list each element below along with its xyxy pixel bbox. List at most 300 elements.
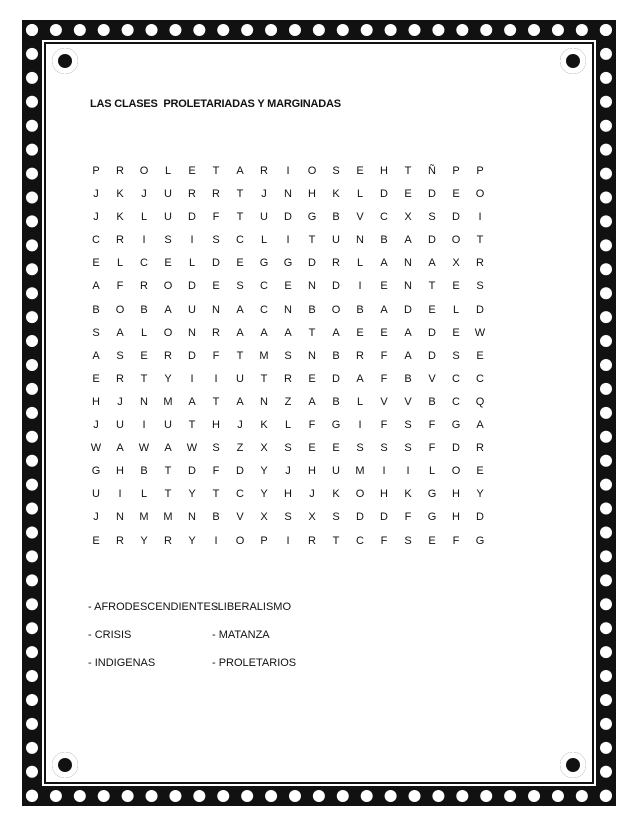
grid-letter: Q xyxy=(475,395,485,408)
grid-letter: W xyxy=(138,442,150,455)
grid-letter: I xyxy=(190,234,194,247)
grid-letter: D xyxy=(476,511,484,524)
grid-letter: L xyxy=(356,257,364,270)
grid-spacer xyxy=(492,368,516,391)
grid-letter: O xyxy=(235,534,245,547)
grid-letter: B xyxy=(404,372,412,385)
grid-letter: A xyxy=(404,349,412,362)
grid-letter: Y xyxy=(164,372,172,385)
grid-spacer xyxy=(492,483,516,506)
grid-letter: E xyxy=(452,280,460,293)
grid-letter: A xyxy=(92,349,100,362)
grid-letter: A xyxy=(236,326,244,339)
grid-letter: T xyxy=(308,234,316,247)
grid-letter: T xyxy=(164,488,172,501)
grid-letter: S xyxy=(164,234,172,247)
grid-spacer xyxy=(492,322,516,345)
grid-letter: P xyxy=(452,165,460,177)
grid-letter: Ñ xyxy=(428,165,436,177)
grid-letter: W xyxy=(90,442,102,455)
grid-letter: L xyxy=(356,395,364,408)
grid-letter: J xyxy=(141,188,147,201)
grid-letter: S xyxy=(404,534,412,547)
grid-spacer xyxy=(492,460,516,483)
grid-letter: A xyxy=(332,326,340,339)
grid-letter: L xyxy=(452,303,460,316)
grid-letter: P xyxy=(260,534,268,547)
grid-letter: I xyxy=(142,234,146,247)
grid-letter: R xyxy=(356,349,364,362)
grid-letter: E xyxy=(92,372,100,385)
grid-letter: F xyxy=(428,419,436,432)
grid-letter: N xyxy=(308,349,316,362)
grid-letter: T xyxy=(188,419,196,432)
grid-letter: R xyxy=(260,165,268,177)
grid-letter: L xyxy=(116,257,124,270)
grid-spacer xyxy=(492,275,516,298)
grid-letter: N xyxy=(404,257,412,270)
grid-letter: F xyxy=(452,534,460,547)
grid-letter: Y xyxy=(188,488,196,501)
grid-letter: D xyxy=(188,465,196,478)
grid-letter: B xyxy=(140,303,148,316)
grid-letter: R xyxy=(308,534,316,547)
grid-letter: E xyxy=(476,349,484,362)
grid-letter: P xyxy=(92,165,100,177)
grid-letter: N xyxy=(212,303,220,316)
grid-letter: G xyxy=(451,419,461,432)
grid-letter: U xyxy=(332,465,340,478)
grid-letter: A xyxy=(92,280,100,293)
grid-letter: L xyxy=(260,234,268,247)
grid-letter: N xyxy=(404,280,412,293)
grid-letter: T xyxy=(428,280,436,293)
grid-letter: C xyxy=(140,257,148,270)
grid-letter: X xyxy=(260,511,268,524)
grid-letter: E xyxy=(380,326,388,339)
grid-letter: O xyxy=(139,165,149,177)
grid-letter: D xyxy=(476,303,484,316)
grid-letter: R xyxy=(164,534,172,547)
grid-letter: G xyxy=(307,211,317,224)
grid-letter: T xyxy=(164,465,172,478)
grid-letter: Z xyxy=(236,442,244,455)
grid-letter: K xyxy=(332,488,340,501)
grid-letter: B xyxy=(140,465,148,478)
grid-letter: I xyxy=(286,534,290,547)
grid-letter: H xyxy=(308,465,316,478)
grid-spacer xyxy=(492,530,516,553)
grid-letter: I xyxy=(286,165,290,177)
grid-letter: G xyxy=(259,257,269,270)
grid-letter: O xyxy=(115,303,125,316)
grid-letter: H xyxy=(452,488,460,501)
grid-letter: S xyxy=(404,442,412,455)
grid-letter: T xyxy=(212,488,220,501)
grid-letter: N xyxy=(308,280,316,293)
grid-letter: F xyxy=(116,280,124,293)
grid-letter: D xyxy=(452,211,460,224)
grid-spacer xyxy=(492,299,516,322)
grid-letter: K xyxy=(116,188,124,201)
grid-letter: E xyxy=(308,372,316,385)
grid-letter: D xyxy=(380,188,388,201)
grid-letter: E xyxy=(476,465,484,478)
grid-spacer xyxy=(492,183,516,206)
grid-letter: E xyxy=(380,280,388,293)
grid-letter: M xyxy=(355,465,365,478)
grid-letter: R xyxy=(476,257,484,270)
grid-letter: B xyxy=(308,303,316,316)
grid-letter: J xyxy=(309,488,315,501)
grid-letter: N xyxy=(116,511,124,524)
grid-letter: D xyxy=(404,303,412,316)
grid-letter: I xyxy=(286,234,290,247)
grid-letter: G xyxy=(475,534,485,547)
grid-letter: B xyxy=(428,395,436,408)
grid-letter: L xyxy=(140,326,148,339)
grid-letter: S xyxy=(452,349,460,362)
grid-letter: I xyxy=(142,419,146,432)
grid-letter: B xyxy=(332,349,340,362)
grid-letter: N xyxy=(188,326,196,339)
grid-letter: J xyxy=(285,465,291,478)
grid-letter: D xyxy=(428,349,436,362)
grid-letter: B xyxy=(380,234,388,247)
grid-letter: L xyxy=(428,465,436,478)
grid-letter: N xyxy=(140,395,148,408)
grid-letter: D xyxy=(332,280,340,293)
grid-letter: S xyxy=(92,326,100,339)
grid-letter: X xyxy=(404,211,412,224)
grid-letter: G xyxy=(427,488,437,501)
grid-letter: C xyxy=(476,372,484,385)
grid-letter: S xyxy=(332,165,340,177)
grid-letter: V xyxy=(404,395,412,408)
grid-letter: D xyxy=(284,211,292,224)
word-list xyxy=(0,600,638,680)
grid-letter: V xyxy=(428,372,436,385)
grid-letter: J xyxy=(237,419,243,432)
grid-letter: W xyxy=(186,442,198,455)
grid-letter: Y xyxy=(476,488,484,501)
grid-letter: B xyxy=(332,211,340,224)
page-title: LAS CLASES PROLETARIADAS Y MARGINADAS xyxy=(90,98,341,110)
grid-letter: L xyxy=(284,419,292,432)
grid-letter: L xyxy=(188,257,196,270)
word-search-grid xyxy=(84,160,516,553)
flower-ornament-icon xyxy=(52,48,78,74)
grid-letter: S xyxy=(212,234,220,247)
grid-letter: A xyxy=(428,257,436,270)
grid-letter: A xyxy=(404,234,412,247)
grid-letter: C xyxy=(260,303,268,316)
grid-letter: V xyxy=(236,511,244,524)
grid-letter: Y xyxy=(140,534,148,547)
grid-letter: D xyxy=(188,211,196,224)
grid-letter: D xyxy=(236,465,244,478)
grid-letter: F xyxy=(428,442,436,455)
grid-letter: C xyxy=(452,395,460,408)
grid-letter: U xyxy=(260,211,268,224)
grid-letter: V xyxy=(380,395,388,408)
grid-letter: J xyxy=(93,419,99,432)
grid-letter: F xyxy=(380,372,388,385)
grid-letter: A xyxy=(116,442,124,455)
grid-letter: V xyxy=(356,211,364,224)
grid-letter: Y xyxy=(188,534,196,547)
grid-letter: S xyxy=(332,511,340,524)
grid-spacer xyxy=(492,414,516,437)
grid-letter: R xyxy=(140,280,148,293)
grid-letter: A xyxy=(476,419,484,432)
grid-letter: O xyxy=(451,465,461,478)
grid-letter: H xyxy=(284,488,292,501)
grid-letter: H xyxy=(452,511,460,524)
grid-letter: R xyxy=(116,165,124,177)
grid-letter: N xyxy=(284,188,292,201)
grid-letter: Y xyxy=(260,465,268,478)
grid-letter: E xyxy=(212,280,220,293)
grid-letter: F xyxy=(212,349,220,362)
grid-spacer xyxy=(492,437,516,460)
grid-letter: I xyxy=(358,280,362,293)
grid-letter: O xyxy=(475,188,485,201)
grid-letter: L xyxy=(356,188,364,201)
grid-letter: D xyxy=(308,257,316,270)
grid-letter: G xyxy=(283,257,293,270)
grid-letter: U xyxy=(164,188,172,201)
grid-letter: H xyxy=(380,488,388,501)
grid-letter: E xyxy=(188,165,196,177)
word-item: -LIBERALISMO xyxy=(214,601,292,613)
grid-letter: F xyxy=(380,419,388,432)
grid-letter: A xyxy=(236,395,244,408)
grid-letter: I xyxy=(214,372,218,385)
grid-letter: F xyxy=(212,465,220,478)
grid-letter: C xyxy=(236,488,244,501)
grid-letter: E xyxy=(284,280,292,293)
grid-letter: P xyxy=(476,165,484,177)
grid-letter: M xyxy=(259,349,269,362)
grid-letter: D xyxy=(332,372,340,385)
grid-letter: C xyxy=(452,372,460,385)
grid-letter: A xyxy=(164,303,172,316)
grid-letter: U xyxy=(164,211,172,224)
grid-letter: A xyxy=(164,442,172,455)
grid-spacer xyxy=(492,345,516,368)
grid-letter: E xyxy=(92,534,100,547)
grid-letter: S xyxy=(284,349,292,362)
grid-letter: X xyxy=(260,442,268,455)
grid-spacer xyxy=(492,206,516,229)
grid-letter: I xyxy=(190,372,194,385)
grid-letter: D xyxy=(428,188,436,201)
grid-letter: R xyxy=(116,372,124,385)
grid-letter: A xyxy=(188,395,196,408)
grid-letter: O xyxy=(307,165,317,177)
grid-spacer xyxy=(492,229,516,252)
word-item: - CRISIS xyxy=(88,629,132,641)
grid-letter: M xyxy=(163,395,173,408)
grid-letter: U xyxy=(92,488,100,501)
grid-letter: D xyxy=(380,511,388,524)
grid-letter: I xyxy=(358,419,362,432)
grid-letter: E xyxy=(236,257,244,270)
grid-letter: E xyxy=(404,188,412,201)
grid-letter: A xyxy=(380,303,388,316)
grid-letter: T xyxy=(332,534,340,547)
grid-letter: T xyxy=(140,372,148,385)
grid-letter: F xyxy=(308,419,316,432)
grid-letter: J xyxy=(93,188,99,201)
grid-letter: E xyxy=(164,257,172,270)
grid-letter: T xyxy=(476,234,484,247)
grid-letter: H xyxy=(308,188,316,201)
grid-letter: B xyxy=(356,303,364,316)
grid-letter: A xyxy=(380,257,388,270)
grid-letter: S xyxy=(356,442,364,455)
grid-letter: L xyxy=(140,211,148,224)
grid-letter: T xyxy=(212,165,220,177)
grid-letter: E xyxy=(356,326,364,339)
grid-letter: J xyxy=(117,395,123,408)
grid-letter: D xyxy=(428,234,436,247)
grid-letter: T xyxy=(236,349,244,362)
grid-letter: A xyxy=(284,326,292,339)
grid-letter: B xyxy=(332,395,340,408)
grid-letter: E xyxy=(428,534,436,547)
grid-letter: E xyxy=(428,303,436,316)
grid-spacer xyxy=(492,391,516,414)
grid-letter: K xyxy=(260,419,268,432)
grid-letter: O xyxy=(163,280,173,293)
grid-letter: T xyxy=(308,326,316,339)
grid-letter: D xyxy=(356,511,364,524)
grid-letter: D xyxy=(188,349,196,362)
grid-letter: M xyxy=(139,511,149,524)
grid-letter: N xyxy=(356,234,364,247)
grid-letter: X xyxy=(308,511,316,524)
grid-letter: E xyxy=(332,442,340,455)
grid-letter: F xyxy=(404,511,412,524)
grid-letter: I xyxy=(214,534,218,547)
grid-letter: S xyxy=(236,280,244,293)
grid-spacer xyxy=(492,160,516,183)
grid-letter: O xyxy=(355,488,365,501)
grid-letter: E xyxy=(92,257,100,270)
grid-letter: H xyxy=(380,165,388,177)
grid-letter: F xyxy=(380,534,388,547)
grid-letter: E xyxy=(356,165,364,177)
grid-letter: G xyxy=(427,511,437,524)
grid-letter: E xyxy=(140,349,148,362)
grid-letter: H xyxy=(116,465,124,478)
grid-letter: S xyxy=(116,349,124,362)
grid-letter: S xyxy=(284,442,292,455)
grid-letter: T xyxy=(236,188,244,201)
grid-letter: O xyxy=(331,303,341,316)
grid-letter: A xyxy=(116,326,124,339)
grid-letter: G xyxy=(331,419,341,432)
grid-letter: T xyxy=(212,395,220,408)
grid-letter: T xyxy=(236,211,244,224)
grid-letter: T xyxy=(404,165,412,177)
grid-letter: R xyxy=(116,234,124,247)
grid-letter: U xyxy=(164,419,172,432)
grid-letter: D xyxy=(188,280,196,293)
grid-letter: U xyxy=(116,419,124,432)
grid-letter: N xyxy=(188,511,196,524)
grid-letter: R xyxy=(212,188,220,201)
grid-letter: R xyxy=(188,188,196,201)
grid-letter: S xyxy=(284,511,292,524)
grid-letter: C xyxy=(380,211,388,224)
flower-ornament-icon xyxy=(560,48,586,74)
grid-letter: M xyxy=(163,511,173,524)
grid-letter: D xyxy=(428,326,436,339)
grid-letter: U xyxy=(188,303,196,316)
word-item: - PROLETARIOS xyxy=(212,657,297,669)
grid-letter: I xyxy=(382,465,386,478)
grid-letter: C xyxy=(236,234,244,247)
grid-letter: I xyxy=(478,211,482,224)
grid-letter: A xyxy=(236,165,244,177)
grid-letter: R xyxy=(332,257,340,270)
grid-letter: H xyxy=(92,395,100,408)
grid-letter: U xyxy=(236,372,244,385)
grid-letter: O xyxy=(163,326,173,339)
grid-letter: R xyxy=(476,442,484,455)
grid-letter: R xyxy=(284,372,292,385)
grid-letter: L xyxy=(140,488,148,501)
grid-letter: C xyxy=(260,280,268,293)
grid-letter: E xyxy=(452,188,460,201)
flower-ornament-icon xyxy=(560,752,586,778)
grid-letter: K xyxy=(404,488,412,501)
grid-letter: B xyxy=(92,303,100,316)
grid-letter: C xyxy=(92,234,100,247)
grid-letter: A xyxy=(308,395,316,408)
grid-letter: A xyxy=(236,303,244,316)
grid-letter: S xyxy=(476,280,484,293)
grid-letter: I xyxy=(406,465,410,478)
grid-letter: C xyxy=(356,534,364,547)
grid-letter: R xyxy=(116,534,124,547)
grid-letter: R xyxy=(164,349,172,362)
grid-letter: K xyxy=(116,211,124,224)
grid-letter: Y xyxy=(260,488,268,501)
grid-letter: B xyxy=(212,511,220,524)
grid-letter: W xyxy=(474,326,486,339)
grid-letter: F xyxy=(212,211,220,224)
grid-letter: A xyxy=(404,326,412,339)
grid-letter: X xyxy=(452,257,460,270)
flower-ornament-icon xyxy=(52,752,78,778)
grid-letter: I xyxy=(118,488,122,501)
word-item: - MATANZA xyxy=(212,629,270,641)
grid-letter: A xyxy=(356,372,364,385)
word-item: - AFRODESCENDIENTES xyxy=(88,601,219,613)
grid-letter: K xyxy=(332,188,340,201)
grid-letter: R xyxy=(212,326,220,339)
grid-letter: N xyxy=(284,303,292,316)
grid-letter: O xyxy=(451,234,461,247)
grid-spacer xyxy=(492,252,516,275)
grid-letter: S xyxy=(212,442,220,455)
grid-letter: T xyxy=(260,372,268,385)
grid-letter: A xyxy=(260,326,268,339)
